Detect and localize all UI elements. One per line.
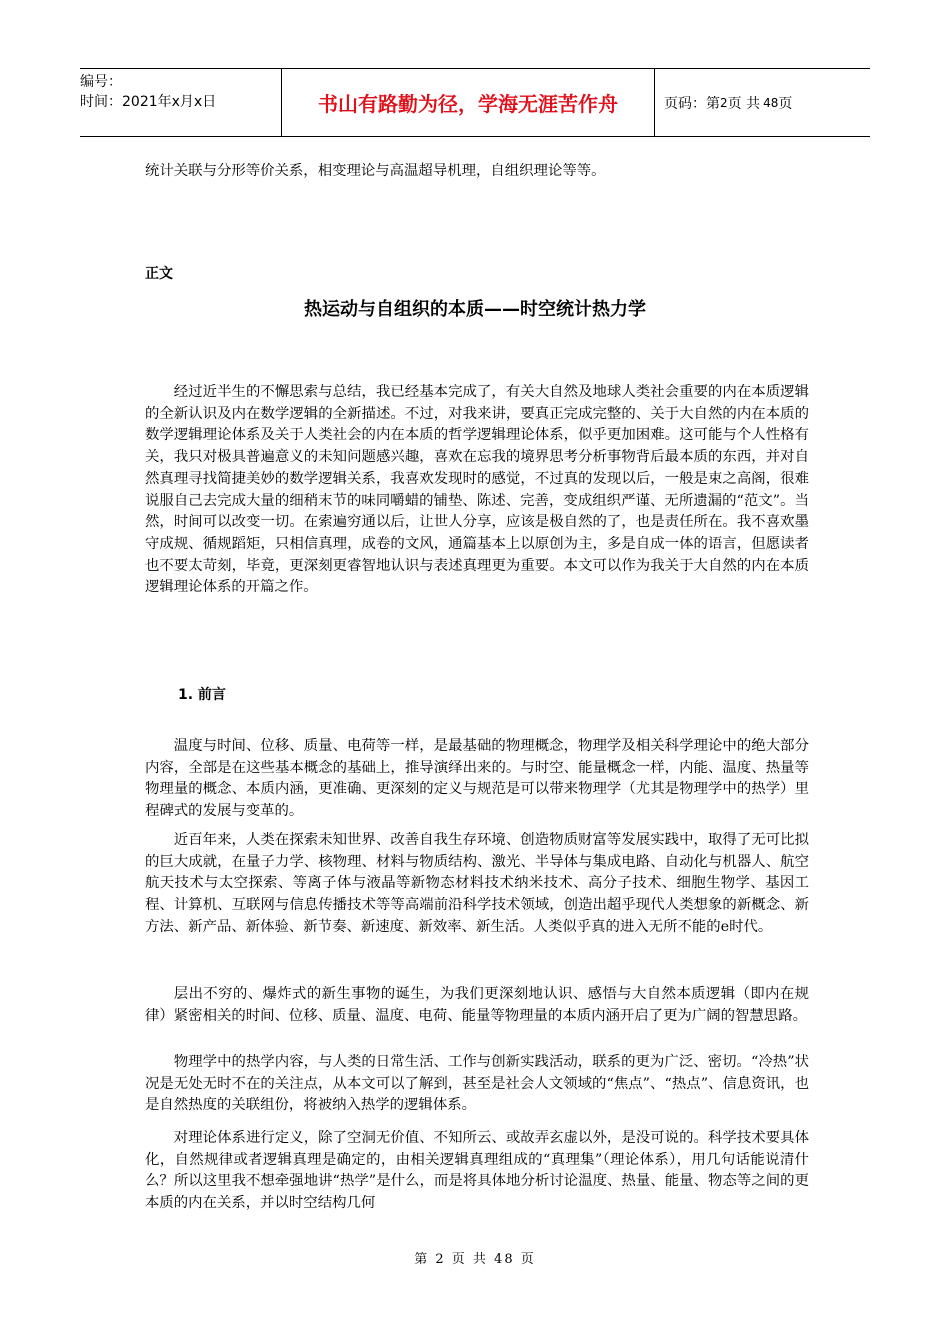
article-title: 热运动与自组织的本质——时空统计热力学 bbox=[304, 299, 646, 320]
document-number-label: 编号： bbox=[80, 74, 122, 90]
page-header bbox=[80, 68, 870, 137]
paragraph-4: 物理学中的热学内容，与人类的日常生活、工作与创新实践活动，联系的更为广泛、密切。“冷热”状况是无处无时不在的关注点，从本文可以了解到，甚至是社会人文领域的“焦点”、“热点”、信息资讯，也是自然热度的关联组份，将被纳入热学的逻辑体系。 bbox=[145, 1054, 809, 1114]
page-info-current: 2 bbox=[720, 95, 728, 110]
intro-paragraph: 经过近半生的不懈思索与总结，我已经基本完成了，有关大自然及地球人类社会重要的内在本质逻辑的全新认识及内在数学逻辑的全新描述。不过，对我来讲，要真正完成完整的、关于大自然的内在本质的数学逻辑理论体系及关于人类社会的内在本质的哲学逻辑理论体系，似乎更加困难。这可能与个人性格有关，我只对极具普遍意义的未知问题感兴趣，喜欢在忘我的境界思考分析事物背后最本质的东西，并对自然真理寻找简捷美妙的数学逻辑关系，我喜欢发现时的感觉，不过真的发现以后，一般是束之高阁，很难说服自己去完成大量的细稍末节的味同嚼蜡的铺垫、陈述、完善，变成组织严谨、无所遗漏的“范文”。当然，时间可以改变一切。在索遍穷通以后，让世人分享，应该是极自然的了，也是责任所在。我不喜欢墨守成规、循规蹈矩，只相信真理，成卷的文风，通篇基本上以原创为主，多是自成一体的语言，但愿读者也不要太苛刻，毕竟，更深刻更睿智地认识与表述真理更为重要。本文可以作为我关于大自然的内在本质逻辑理论体系的开篇之作。 bbox=[145, 384, 809, 596]
section-heading-foreword: 1. 前言 bbox=[178, 687, 226, 703]
page-info-total: 48 bbox=[763, 95, 779, 110]
page-footer: 第 2 页 共 48 页 bbox=[414, 1252, 536, 1267]
section-label: 正文 bbox=[145, 266, 173, 282]
header-meta bbox=[80, 69, 280, 139]
continuation-line: 统计关联与分形等价关系，相变理论与高温超导机理，自组织理论等等。 bbox=[145, 163, 606, 179]
header-motto: 书山有路勤为径，学海无涯苦作舟 bbox=[281, 69, 655, 136]
header-page-info bbox=[664, 69, 870, 136]
paragraph-3: 层出不穷的、爆炸式的新生事物的诞生，为我们更深刻地认识、感悟与大自然本质逻辑（即内在规律）紧密相关的时间、位移、质量、温度、电荷、能量等物理量的本质内涵开启了更为广阔的智慧思路。 bbox=[145, 986, 809, 1024]
paragraph-1: 温度与时间、位移、质量、电荷等一样，是最基础的物理概念，物理学及相关科学理论中的绝大部分内容，全部是在这些基本概念的基础上，推导演绎出来的。与时空、能量概念一样，内能、温度、热量等物理量的概念、本质内涵，更准确、更深刻的定义与规范是可以带来物理学（尤其是物理学中的热学）里程碑式的发展与变革的。 bbox=[145, 738, 809, 820]
page-info-suffix: 页 bbox=[778, 95, 793, 112]
paragraph-5: 对理论体系进行定义，除了空洞无价值、不知所云、或故弄玄虚以外，是没可说的。科学技术要具体化，自然规律或者逻辑真理是确定的，由相关逻辑真理组成的“真理集”（理论体系），用几句话能说清什么？所以这里我不想牵强地讲“热学”是什么，而是将具体地分析讨论温度、热量、能量、物态等之间的更本质的内在关系，并以时空结构几何 bbox=[145, 1130, 809, 1212]
document-date: 时间：2021年x月x日 bbox=[80, 94, 217, 110]
page-info-prefix: 页码：第 bbox=[664, 95, 720, 112]
page-info-mid: 页 共 bbox=[727, 95, 761, 112]
paragraph-2: 近百年来，人类在探索未知世界、改善自我生存环境、创造物质财富等发展实践中，取得了无可比拟的巨大成就，在量子力学、核物理、材料与物质结构、激光、半导体与集成电路、自动化与机器人、航空航天技术与太空探索、等离子体与液晶等新物态材料技术纳米技术、高分子技术、细胞生物学、基因工程、计算机、互联网与信息传播技术等等高端前沿科学技术领域，创造出超乎现代人类想象的新概念、新方法、新产品、新体验、新节奏、新速度、新效率、新生活。人类似乎真的进入无所不能的e时代。 bbox=[145, 832, 809, 935]
